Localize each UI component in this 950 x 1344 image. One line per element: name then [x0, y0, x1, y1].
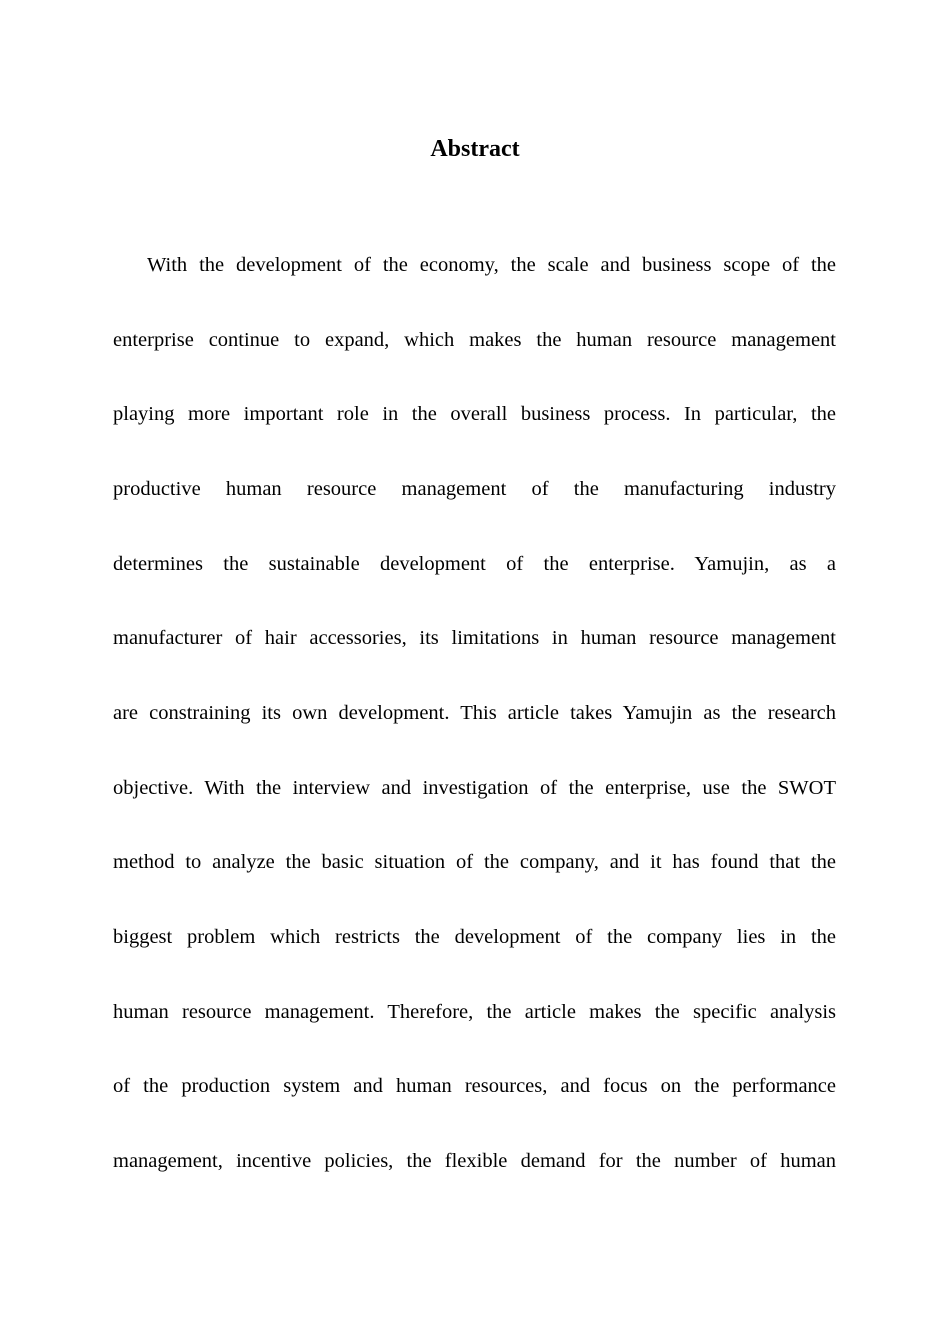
abstract-line-4: productive human resource management of the manufacturing industry — [113, 478, 836, 500]
abstract-line-8: objective. With the interview and investigation of the enterprise, use the SWOT — [113, 777, 836, 799]
abstract-line-3: playing more important role in the overall business process. In particular, the — [113, 403, 836, 425]
abstract-line-5: determines the sustainable development of the enterprise. Yamujin, as a — [113, 553, 836, 575]
abstract-line-6: manufacturer of hair accessories, its limitations in human resource management — [113, 627, 836, 649]
abstract-line-11: human resource management. Therefore, the article makes the specific analysis — [113, 1001, 836, 1023]
abstract-line-9: method to analyze the basic situation of the company, and it has found that the — [113, 851, 836, 873]
abstract-line-13: management, incentive policies, the flexible demand for the number of human — [113, 1150, 836, 1172]
abstract-line-12: of the production system and human resources, and focus on the performance — [113, 1075, 836, 1097]
abstract-line-7: are constraining its own development. This article takes Yamujin as the research — [113, 702, 836, 724]
abstract-line-10: biggest problem which restricts the development of the company lies in the — [113, 926, 836, 948]
abstract-line-2: enterprise continue to expand, which makes the human resource management — [113, 329, 836, 351]
abstract-line-1: With the development of the economy, the scale and business scope of the — [147, 254, 836, 276]
abstract-title: Abstract — [430, 136, 520, 162]
